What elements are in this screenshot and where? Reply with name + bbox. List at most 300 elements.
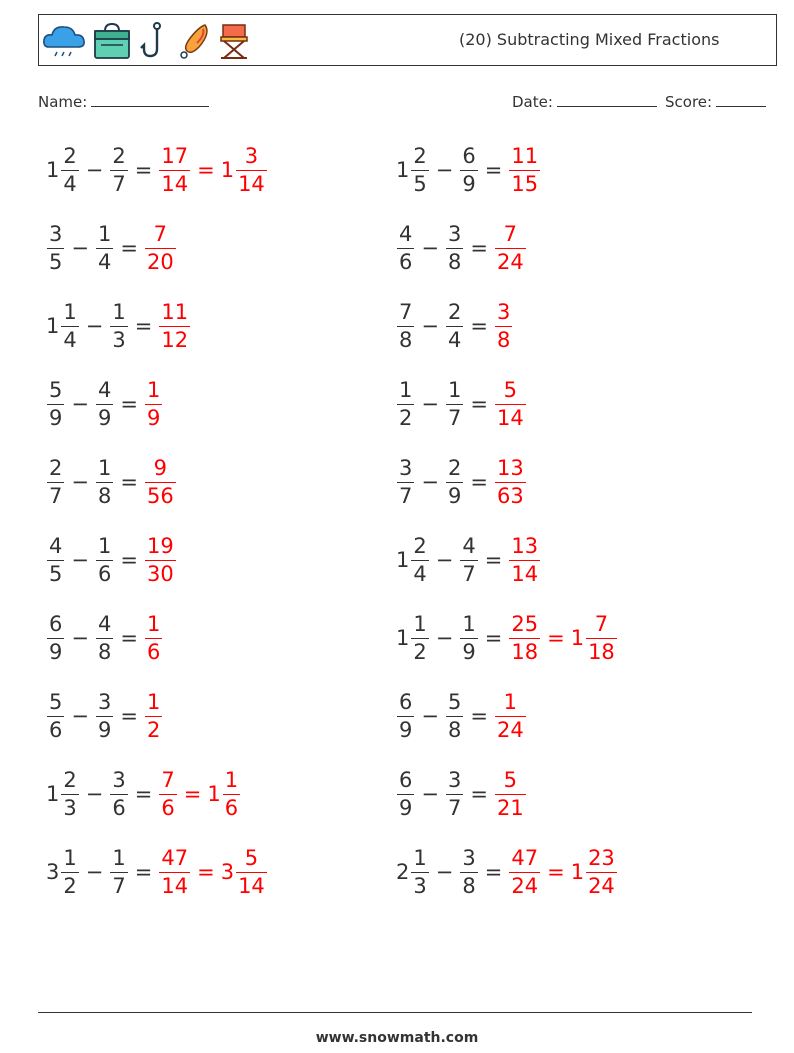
minuend-denominator: 8	[399, 328, 413, 352]
subtrahend-numerator: 5	[447, 690, 462, 714]
mixed-answer-whole: 1	[570, 626, 585, 650]
answer-fraction	[509, 848, 540, 897]
answer-fraction	[145, 614, 162, 663]
subtrahend-denominator: 9	[97, 406, 112, 430]
answer-equals-sign: =	[183, 782, 202, 806]
cooler-box-icon	[91, 21, 133, 61]
subtrahend-numerator: 4	[462, 534, 476, 558]
subtrahend-fraction	[96, 536, 113, 585]
mixed-answer-fraction	[236, 146, 267, 195]
answer	[158, 146, 267, 195]
problem-item	[396, 146, 541, 195]
minuend-denominator: 4	[413, 562, 427, 586]
equals-sign: =	[470, 704, 488, 728]
equals-sign: =	[484, 626, 503, 650]
mixed-answer-whole: 3	[220, 860, 235, 884]
mixed-answer-fraction	[586, 614, 617, 663]
subtrahend-fraction	[96, 614, 113, 663]
footer-url: www.snowmath.com	[315, 1030, 479, 1046]
name-field	[38, 92, 209, 111]
mixed-answer-numerator: 5	[244, 846, 259, 870]
subtrahend-numerator: 2	[447, 300, 462, 324]
minus-sign: −	[421, 236, 439, 260]
answer-equals-sign: =	[547, 860, 565, 884]
equals-sign: =	[120, 704, 138, 728]
answer-numerator: 11	[511, 144, 539, 168]
answer	[508, 848, 617, 897]
minuend-denominator: 4	[63, 172, 77, 196]
minuend-numerator: 1	[399, 378, 413, 402]
minuend-denominator: 9	[49, 640, 63, 664]
name-label: Name:	[38, 93, 88, 111]
subtrahend-fraction	[96, 224, 113, 273]
minuend-whole: 1	[396, 158, 410, 182]
subtrahend-denominator: 7	[447, 406, 462, 430]
subtrahend-fraction	[446, 458, 463, 507]
subtrahend-denominator: 7	[462, 562, 476, 586]
minus-sign: −	[435, 626, 454, 650]
answer-numerator: 1	[146, 690, 161, 714]
minuend-numerator: 2	[413, 534, 427, 558]
minus-sign: −	[71, 236, 89, 260]
header-icons	[41, 20, 251, 62]
minuend-fraction	[411, 146, 428, 195]
subtrahend-fraction	[446, 302, 463, 351]
subtrahend-fraction	[96, 380, 113, 429]
minus-sign: −	[71, 704, 89, 728]
mixed-answer-whole: 1	[570, 860, 585, 884]
minus-sign: −	[85, 782, 104, 806]
mixed-answer-numerator: 7	[594, 612, 609, 636]
minuend-numerator: 5	[49, 378, 63, 402]
answer	[494, 692, 527, 741]
equals-sign: =	[470, 782, 488, 806]
subtrahend-numerator: 1	[447, 378, 462, 402]
mixed-answer-fraction	[223, 770, 240, 819]
score-label: Score:	[665, 93, 713, 111]
worksheet-title: (20) Subtracting Mixed Fractions	[459, 30, 720, 49]
subtrahend-fraction	[460, 614, 477, 663]
answer-fraction	[495, 770, 526, 819]
answer-numerator: 7	[503, 222, 518, 246]
minuend-fraction	[411, 536, 428, 585]
answer-denominator: 24	[496, 250, 524, 274]
subtrahend-denominator: 4	[97, 250, 112, 274]
minuend-denominator: 9	[399, 718, 413, 742]
subtrahend-denominator: 9	[462, 640, 476, 664]
minuend-numerator: 1	[413, 612, 427, 636]
equals-sign: =	[134, 860, 153, 884]
answer	[494, 770, 527, 819]
score-field	[665, 92, 766, 111]
answer-numerator: 13	[511, 534, 539, 558]
minuend-numerator: 1	[63, 846, 77, 870]
minuend-whole: 1	[46, 782, 60, 806]
minuend-fraction	[397, 770, 414, 819]
minuend-fraction	[397, 458, 414, 507]
problem-item	[396, 380, 527, 429]
subtrahend-denominator: 8	[97, 640, 112, 664]
minuend-fraction	[47, 380, 64, 429]
mixed-answer-fraction	[586, 848, 617, 897]
answer-numerator: 19	[146, 534, 174, 558]
answer	[508, 536, 541, 585]
minuend-denominator: 3	[413, 874, 427, 898]
subtrahend-fraction	[460, 146, 477, 195]
answer	[158, 848, 267, 897]
fishing-lure-icon	[175, 21, 213, 61]
subtrahend-fraction	[446, 692, 463, 741]
mixed-answer-denominator: 14	[238, 874, 265, 898]
answer-numerator: 25	[511, 612, 539, 636]
minuend-fraction	[47, 224, 64, 273]
minuend-numerator: 3	[49, 222, 63, 246]
answer-fraction	[495, 692, 526, 741]
answer-denominator: 6	[146, 640, 161, 664]
subtrahend-fraction	[110, 302, 127, 351]
minuend-fraction	[47, 692, 64, 741]
subtrahend-denominator: 8	[447, 718, 462, 742]
subtrahend-denominator: 8	[462, 874, 476, 898]
equals-sign: =	[470, 470, 488, 494]
answer-fraction	[145, 692, 162, 741]
answer-fraction	[159, 770, 176, 819]
equals-sign: =	[484, 158, 503, 182]
minuend-numerator: 2	[49, 456, 63, 480]
answer-denominator: 56	[146, 484, 174, 508]
date-blank[interactable]	[557, 92, 657, 107]
subtrahend-numerator: 4	[97, 378, 112, 402]
minuend-numerator: 1	[63, 300, 77, 324]
answer-denominator: 14	[496, 406, 524, 430]
minus-sign: −	[421, 704, 439, 728]
fishing-hook-icon	[137, 21, 171, 61]
minus-sign: −	[421, 314, 439, 338]
answer-denominator: 2	[146, 718, 161, 742]
minuend-denominator: 2	[63, 874, 77, 898]
subtrahend-numerator: 3	[97, 690, 112, 714]
answer-fraction	[495, 380, 526, 429]
subtrahend-numerator: 2	[447, 456, 462, 480]
minuend-numerator: 4	[399, 222, 413, 246]
minus-sign: −	[71, 548, 89, 572]
subtrahend-denominator: 9	[97, 718, 112, 742]
answer-numerator: 7	[161, 768, 175, 792]
problem-item	[46, 536, 177, 585]
minuend-fraction	[61, 848, 78, 897]
minuend-numerator: 4	[49, 534, 63, 558]
mixed-answer-numerator: 1	[224, 768, 239, 792]
minuend-fraction	[61, 770, 78, 819]
minuend-numerator: 1	[413, 846, 427, 870]
minuend-fraction	[61, 302, 78, 351]
subtrahend-denominator: 7	[112, 172, 126, 196]
answer-numerator: 1	[146, 612, 161, 636]
minus-sign: −	[85, 314, 104, 338]
subtrahend-fraction	[460, 536, 477, 585]
answer-numerator: 9	[153, 456, 168, 480]
subtrahend-fraction	[110, 770, 127, 819]
minuend-denominator: 5	[49, 562, 63, 586]
problem-item	[396, 302, 513, 351]
answer-fraction	[495, 224, 526, 273]
subtrahend-denominator: 9	[447, 484, 462, 508]
minuend-whole: 2	[396, 860, 410, 884]
problem-item	[46, 770, 241, 819]
subtrahend-numerator: 1	[462, 612, 476, 636]
answer-denominator: 30	[146, 562, 174, 586]
equals-sign: =	[484, 548, 503, 572]
minuend-numerator: 6	[399, 768, 413, 792]
minuend-denominator: 4	[63, 328, 77, 352]
minuend-denominator: 5	[49, 250, 63, 274]
subtrahend-numerator: 1	[97, 456, 112, 480]
answer-denominator: 8	[496, 328, 511, 352]
minuend-denominator: 9	[49, 406, 63, 430]
problem-item	[46, 302, 191, 351]
subtrahend-denominator: 9	[462, 172, 476, 196]
answer	[144, 224, 177, 273]
camping-chair-icon	[217, 21, 251, 61]
answer-fraction	[145, 224, 176, 273]
minus-sign: −	[85, 860, 104, 884]
answer-numerator: 17	[161, 144, 189, 168]
subtrahend-denominator: 3	[112, 328, 126, 352]
minuend-whole: 1	[46, 158, 60, 182]
footer-divider	[38, 1012, 752, 1013]
equals-sign: =	[120, 470, 138, 494]
subtrahend-denominator: 8	[447, 250, 462, 274]
minuend-numerator: 2	[413, 144, 427, 168]
minus-sign: −	[421, 392, 439, 416]
equals-sign: =	[470, 236, 488, 260]
answer	[494, 302, 513, 351]
minuend-denominator: 6	[399, 250, 413, 274]
answer-denominator: 9	[146, 406, 161, 430]
answer	[494, 380, 527, 429]
subtrahend-denominator: 7	[447, 796, 462, 820]
minuend-fraction	[411, 614, 428, 663]
problem-item	[396, 458, 527, 507]
answer	[508, 146, 541, 195]
problem-item	[46, 380, 163, 429]
answer-numerator: 47	[511, 846, 539, 870]
minuend-fraction	[47, 614, 64, 663]
minus-sign: −	[435, 860, 454, 884]
subtrahend-fraction	[96, 458, 113, 507]
minuend-numerator: 5	[49, 690, 63, 714]
minuend-fraction	[47, 458, 64, 507]
subtrahend-numerator: 1	[97, 222, 112, 246]
answer-fraction	[145, 380, 162, 429]
answer-numerator: 11	[161, 300, 189, 324]
answer-fraction	[159, 146, 190, 195]
minus-sign: −	[85, 158, 104, 182]
minuend-denominator: 7	[399, 484, 413, 508]
answer	[158, 302, 191, 351]
problem-item	[46, 146, 268, 195]
minuend-denominator: 9	[399, 796, 413, 820]
equals-sign: =	[120, 548, 138, 572]
equals-sign: =	[134, 314, 153, 338]
minuend-numerator: 2	[63, 144, 77, 168]
equals-sign: =	[120, 626, 138, 650]
name-blank[interactable]	[91, 92, 209, 107]
minuend-denominator: 2	[413, 640, 427, 664]
mixed-answer-fraction	[236, 848, 267, 897]
subtrahend-fraction	[446, 770, 463, 819]
equals-sign: =	[470, 314, 488, 338]
answer-fraction	[509, 146, 540, 195]
minuend-numerator: 6	[49, 612, 63, 636]
answer	[144, 536, 177, 585]
answer-denominator: 12	[161, 328, 189, 352]
minuend-whole: 3	[46, 860, 60, 884]
answer-fraction	[509, 614, 540, 663]
mixed-answer-numerator: 3	[244, 144, 259, 168]
answer-denominator: 14	[161, 172, 189, 196]
subtrahend-fraction	[446, 380, 463, 429]
subtrahend-numerator: 4	[97, 612, 112, 636]
subtrahend-fraction	[446, 224, 463, 273]
problem-item	[396, 848, 618, 897]
answer-numerator: 5	[503, 378, 518, 402]
score-blank[interactable]	[716, 92, 766, 107]
minuend-denominator: 7	[49, 484, 63, 508]
problem-item	[396, 536, 541, 585]
minuend-numerator: 2	[63, 768, 77, 792]
minuend-whole: 1	[396, 548, 410, 572]
problem-item	[46, 224, 177, 273]
answer-denominator: 24	[496, 718, 524, 742]
minus-sign: −	[435, 548, 454, 572]
mixed-answer-denominator: 6	[224, 796, 239, 820]
minus-sign: −	[421, 470, 439, 494]
problem-item	[396, 224, 527, 273]
minuend-numerator: 7	[399, 300, 413, 324]
answer	[144, 614, 163, 663]
subtrahend-numerator: 1	[97, 534, 112, 558]
subtrahend-numerator: 3	[447, 222, 462, 246]
subtrahend-denominator: 4	[447, 328, 462, 352]
minuend-denominator: 5	[413, 172, 427, 196]
answer-numerator: 1	[503, 690, 518, 714]
answer-fraction	[145, 458, 176, 507]
answer	[508, 614, 617, 663]
answer	[494, 458, 527, 507]
answer-numerator: 47	[161, 846, 189, 870]
equals-sign: =	[134, 782, 153, 806]
mixed-answer-denominator: 24	[588, 874, 615, 898]
answer-denominator: 14	[161, 874, 189, 898]
answer-fraction	[159, 302, 190, 351]
subtrahend-numerator: 3	[462, 846, 476, 870]
answer-denominator: 6	[161, 796, 175, 820]
answer-equals-sign: =	[547, 626, 565, 650]
minuend-whole: 1	[46, 314, 60, 338]
subtrahend-fraction	[110, 146, 127, 195]
answer-numerator: 7	[153, 222, 168, 246]
mixed-answer-whole: 1	[207, 782, 221, 806]
equals-sign: =	[134, 158, 153, 182]
minuend-fraction	[397, 692, 414, 741]
subtrahend-denominator: 7	[112, 874, 126, 898]
problem-item	[46, 458, 177, 507]
answer-equals-sign: =	[197, 158, 215, 182]
subtrahend-numerator: 6	[462, 144, 476, 168]
mixed-answer-denominator: 18	[588, 640, 615, 664]
minus-sign: −	[71, 626, 89, 650]
answer-fraction	[509, 536, 540, 585]
subtrahend-denominator: 8	[97, 484, 112, 508]
answer-equals-sign: =	[197, 860, 215, 884]
answer-denominator: 15	[511, 172, 539, 196]
answer	[144, 458, 177, 507]
subtrahend-denominator: 6	[97, 562, 112, 586]
minuend-fraction	[47, 536, 64, 585]
minuend-numerator: 3	[399, 456, 413, 480]
answer-denominator: 18	[511, 640, 539, 664]
problem-item	[46, 614, 163, 663]
answer-denominator: 14	[511, 562, 539, 586]
minuend-fraction	[397, 224, 414, 273]
answer-fraction	[159, 848, 190, 897]
minuend-fraction	[397, 302, 414, 351]
minuend-fraction	[61, 146, 78, 195]
subtrahend-numerator: 1	[112, 846, 126, 870]
answer	[144, 380, 163, 429]
subtrahend-fraction	[110, 848, 127, 897]
answer	[144, 692, 163, 741]
answer-numerator: 3	[496, 300, 511, 324]
subtrahend-fraction	[96, 692, 113, 741]
minuend-fraction	[397, 380, 414, 429]
equals-sign: =	[470, 392, 488, 416]
answer-numerator: 5	[503, 768, 518, 792]
subtrahend-fraction	[460, 848, 477, 897]
minus-sign: −	[71, 392, 89, 416]
problem-item	[46, 848, 268, 897]
equals-sign: =	[120, 392, 138, 416]
subtrahend-denominator: 6	[112, 796, 126, 820]
subtrahend-numerator: 3	[447, 768, 462, 792]
mixed-answer-numerator: 23	[588, 846, 615, 870]
minuend-fraction	[411, 848, 428, 897]
answer	[494, 224, 527, 273]
answer	[158, 770, 241, 819]
subtrahend-numerator: 3	[112, 768, 126, 792]
minus-sign: −	[71, 470, 89, 494]
worksheet-header	[38, 14, 777, 66]
equals-sign: =	[120, 236, 138, 260]
answer-numerator: 1	[146, 378, 161, 402]
answer-numerator: 13	[496, 456, 524, 480]
problem-item	[396, 692, 527, 741]
answer-fraction	[495, 458, 526, 507]
answer-denominator: 63	[496, 484, 524, 508]
minuend-denominator: 6	[49, 718, 63, 742]
date-label: Date:	[512, 93, 553, 111]
problem-item	[396, 614, 618, 663]
answer-denominator: 20	[146, 250, 174, 274]
subtrahend-numerator: 1	[112, 300, 126, 324]
answer-denominator: 21	[496, 796, 524, 820]
equals-sign: =	[484, 860, 503, 884]
answer-fraction	[145, 536, 176, 585]
cloud-rain-icon	[41, 21, 87, 61]
date-field	[512, 92, 657, 111]
answer-fraction	[495, 302, 512, 351]
